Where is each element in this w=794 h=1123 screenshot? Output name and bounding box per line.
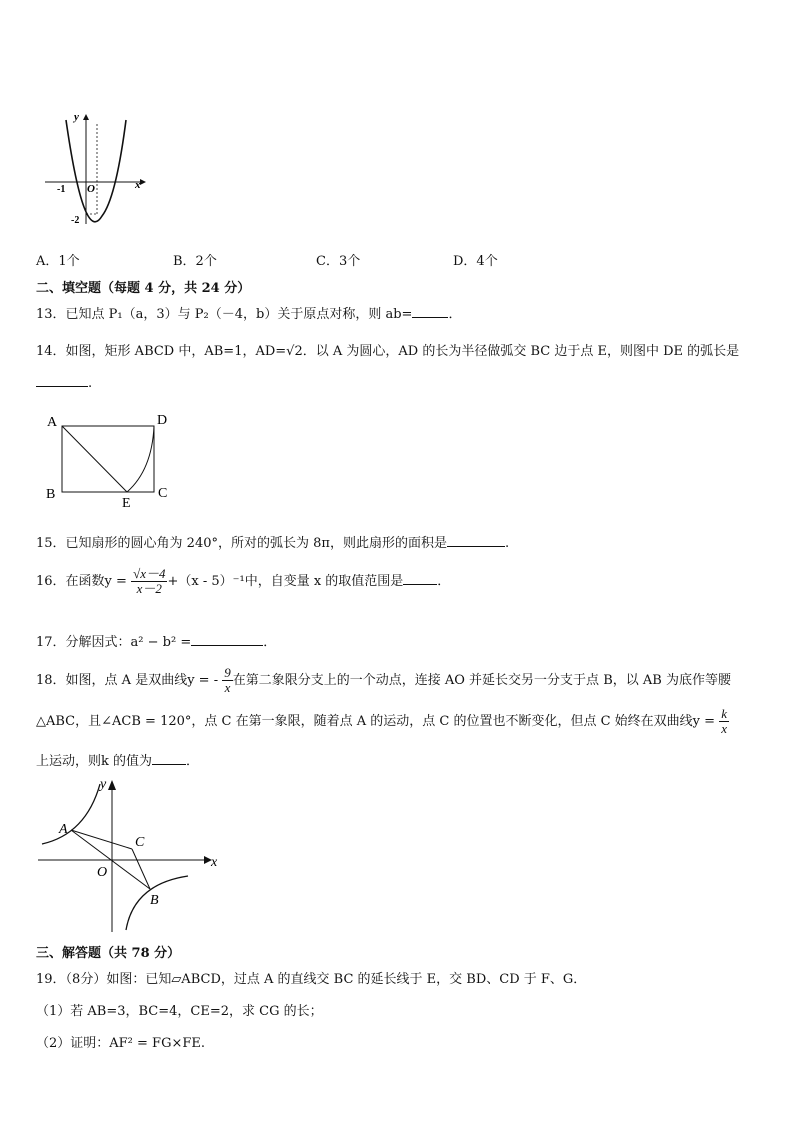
arc-de (127, 426, 154, 492)
q18-line1-b: 在第二象限分支上的一个动点，连接 AO 并延长交另一分支于点 B，以 AB 为底作等腰 (232, 673, 731, 688)
q13-number: 13． (36, 307, 66, 322)
q18-line1-a: 如图，点 A 是双曲线y = - (65, 673, 219, 688)
q18-line2-a: △ABC，且∠ACB = 120°，点 C 在第一象限，随着点 A 的运动，点 C 的位置也不断变化，但点 C 始终在双曲线y = (36, 714, 716, 729)
y-axis-label: y (74, 111, 79, 123)
neg2-label: -2 (71, 215, 80, 226)
q17-text: 分解因式：a² − b² = (65, 635, 192, 650)
q15-text: 已知扇形的圆心角为 240°，所对的弧长为 8π，则此扇形的面积是 (65, 536, 447, 551)
segment-ae (62, 426, 127, 492)
q16-end: ． (437, 574, 451, 589)
section2-title: 二、填空题（每题 4 分，共 24 分） (36, 281, 251, 296)
q18-fraction-9x (222, 666, 233, 695)
hyperbola-branch-2nd-quadrant (42, 784, 100, 844)
y-axis-arrow (108, 780, 116, 790)
q18-frac-den: x (224, 680, 231, 695)
segment-ac (71, 830, 132, 849)
q16-denominator: x－2 (136, 581, 162, 596)
q14-end: . (88, 376, 93, 391)
label-b: B (46, 487, 56, 502)
label-b: B (150, 893, 159, 908)
q18-number: 18． (36, 673, 66, 688)
q14-number: 14． (36, 344, 66, 359)
origin-label: O (87, 183, 95, 195)
q14-answer-blank[interactable] (36, 374, 88, 387)
q18-k-den: x (721, 721, 727, 736)
label-o: O (97, 865, 108, 880)
q13-text: 已知点 P₁（a，3）与 P₂（－4，b）关于原点对称，则 ab= (65, 307, 413, 322)
parabola-figure (40, 106, 150, 231)
y-axis-arrow (83, 114, 89, 120)
q16-suffix: +（x - 5）⁻¹中，自变量 x 的取值范围是 (167, 574, 404, 589)
question-15 (36, 532, 509, 551)
segment-cb (132, 849, 150, 889)
label-a: A (59, 822, 68, 837)
question-14 (36, 340, 739, 359)
label-d: D (157, 413, 168, 428)
question-13 (36, 303, 461, 322)
choice-c: C．3个 (316, 254, 361, 269)
q16-answer-blank[interactable] (403, 572, 437, 585)
q16-numerator: √x－4 (133, 566, 166, 581)
q17-number: 17． (36, 635, 66, 650)
q14-answer-line (36, 374, 92, 391)
q18-end: ． (186, 754, 200, 769)
neg1-label: -1 (57, 184, 66, 195)
q17-end: ． (263, 635, 277, 650)
choice-a: A．1个 (36, 254, 80, 269)
q15-number: 15． (36, 536, 66, 551)
q14-text: 如图，矩形 ABCD 中，AB=1，AD=√2．以 A 为圆心，AD 的长为半径做弧交 BC 边于点 E，则图中 DE 的弧长是 (65, 344, 740, 359)
question-18-line3 (36, 750, 199, 769)
x-axis-arrow (140, 179, 146, 185)
question-18-line2 (36, 707, 729, 736)
label-c: C (135, 835, 145, 850)
hyperbola-figure (34, 772, 224, 936)
question-17 (36, 631, 276, 650)
q17-answer-blank[interactable] (191, 633, 263, 646)
question-19-part1: （1）若 AB=3，BC=4，CE=2，求 CG 的长； (36, 1004, 323, 1019)
question-19-intro: 19．（8分）如图：已知▱ABCD，过点 A 的直线交 BC 的延长线于 E，交 BD、CD 于 F、G． (36, 972, 587, 987)
q13-end: ． (448, 307, 462, 322)
question-18-line1 (36, 666, 731, 695)
rectangle-abcd (62, 426, 154, 492)
parabola-curve (66, 120, 126, 222)
q16-prefix: 在函数y = (65, 574, 127, 589)
label-y: y (100, 777, 107, 792)
q18-k-num: k (721, 706, 727, 721)
section3-title: 三、解答题（共 78 分） (36, 946, 181, 961)
q16-fraction (131, 567, 167, 596)
choice-d: D．4个 (453, 254, 498, 269)
label-e: E (122, 496, 131, 508)
label-a: A (47, 415, 58, 430)
x-axis-label: x (135, 179, 141, 191)
q18-answer-blank[interactable] (152, 752, 186, 765)
q18-line3: 上运动，则k 的值为 (36, 754, 153, 769)
choice-b: B．2个 (173, 254, 217, 269)
label-x: x (211, 855, 218, 870)
q13-answer-blank[interactable] (412, 305, 448, 318)
q18-fraction-kx (719, 707, 729, 736)
rectangle-figure (40, 408, 180, 508)
q15-answer-blank[interactable] (447, 534, 505, 547)
q16-number: 16． (36, 574, 66, 589)
question-16 (36, 567, 450, 596)
q18-frac-num: 9 (224, 665, 231, 680)
label-c: C (158, 486, 168, 501)
q15-end: . (504, 536, 510, 551)
question-19-part2: （2）证明：AF² = FG×FE. (36, 1036, 205, 1051)
